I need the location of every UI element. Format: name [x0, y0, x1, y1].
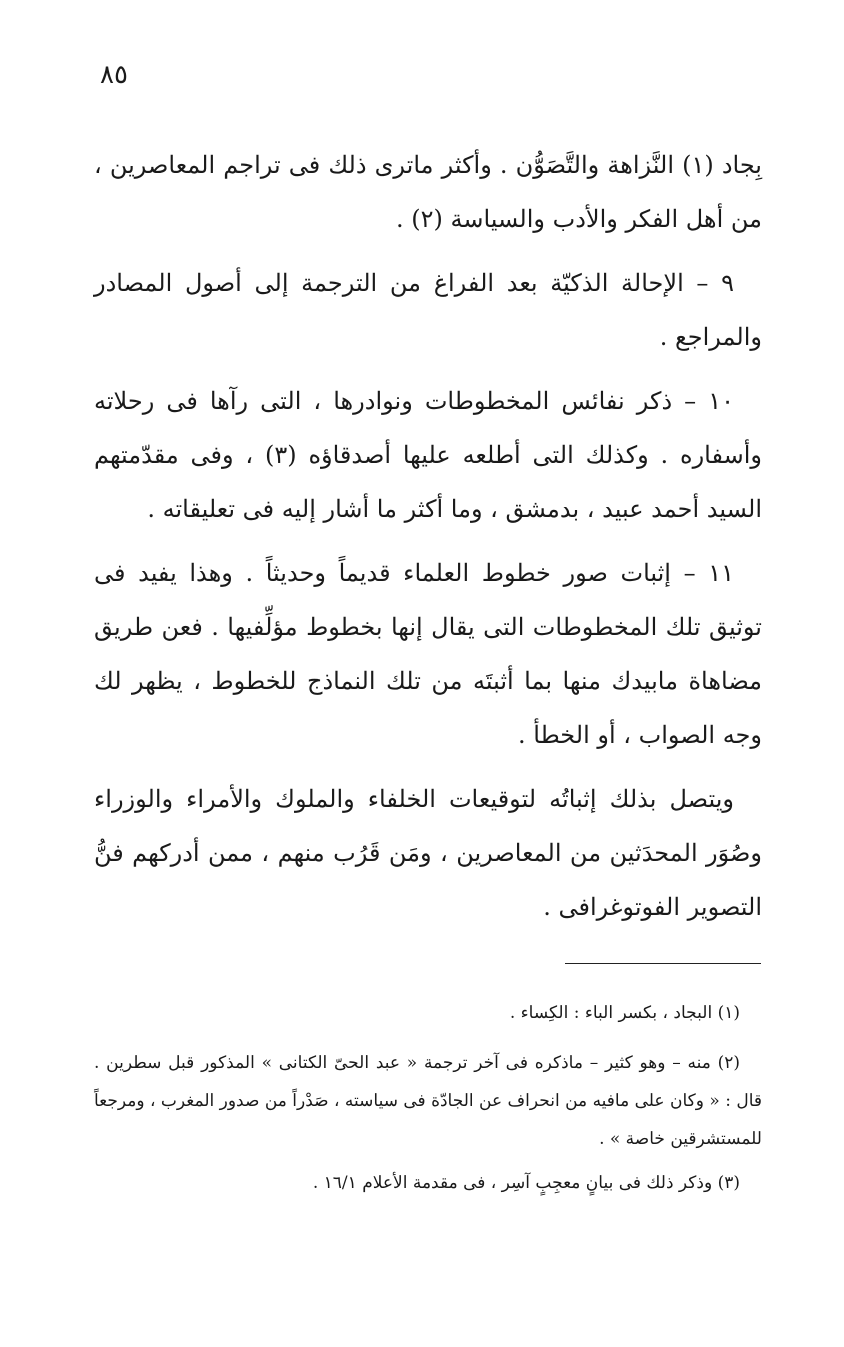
- main-text: [94, 138, 762, 944]
- footnote-2: (٢) منه – وهو كثير – ماذكره فى آخر ترجمة « عبد الحىّ الكتانى » المذكور قبل سطرين . قال : « وكان على مافيه من انحراف عن الجادّة فى سياسته ، صَدْراً من صدور المغرب ، ومرجعاً للمستشرقين خاصة » .: [94, 1053, 762, 1149]
- paragraph-item-9: ٩ – الإحالة الذكيّة بعد الفراغ من الترجمة إلى أصول المصادر والمراجع .: [94, 269, 762, 351]
- page-number: ٨٥: [100, 60, 128, 90]
- footnotes: [94, 994, 762, 1208]
- paragraph-continuation: بِجاد (١) النَّزاهة والتَّصَوُّن . وأكثر ماترى ذلك فى تراجم المعاصرين ، من أهل الفكر والأدب والسياسة (٢) .: [94, 151, 762, 233]
- paragraph-item-10: ١٠ – ذكر نفائس المخطوطات ونوادرها ، التى رآها فى رحلاته وأسفاره . وكذلك التى أطلعه عليها أصدقاؤه (٣) ، وفى مقدّمتهم السيد أحمد عبيد ، بدمشق ، وما أكثر ما أشار إليه فى تعليقاته .: [94, 387, 762, 523]
- footnote-1: (١) البجاد ، بكسر الباء : الكِساء .: [509, 1003, 740, 1023]
- paragraph-item-11: ١١ – إثبات صور خطوط العلماء قديماً وحديثاً . وهذا يفيد فى توثيق تلك المخطوطات التى يقال إنها بخطوط مؤلِّفيها . فعن طريق مضاهاة مابيدك منها بما أثبتَه من تلك النماذج للخطوط ، يظهر لك وجه الصواب ، أو الخطأ .: [94, 559, 762, 749]
- footnote-3: (٣) وذكر ذلك فى بيانٍ معجِبٍ آسِر ، فى مقدمة الأعلام ١٦/١ .: [312, 1173, 740, 1193]
- paragraph-signatures: ويتصل بذلك إثباتُه لتوقيعات الخلفاء والملوك والأمراء والوزراء وصُوَر المحدَثين من المعاصرين ، ومَن قَرُب منهم ، ممن أدركهم فنُّ التصوير الفوتوغرافى .: [94, 785, 762, 921]
- footnote-separator: [565, 963, 761, 964]
